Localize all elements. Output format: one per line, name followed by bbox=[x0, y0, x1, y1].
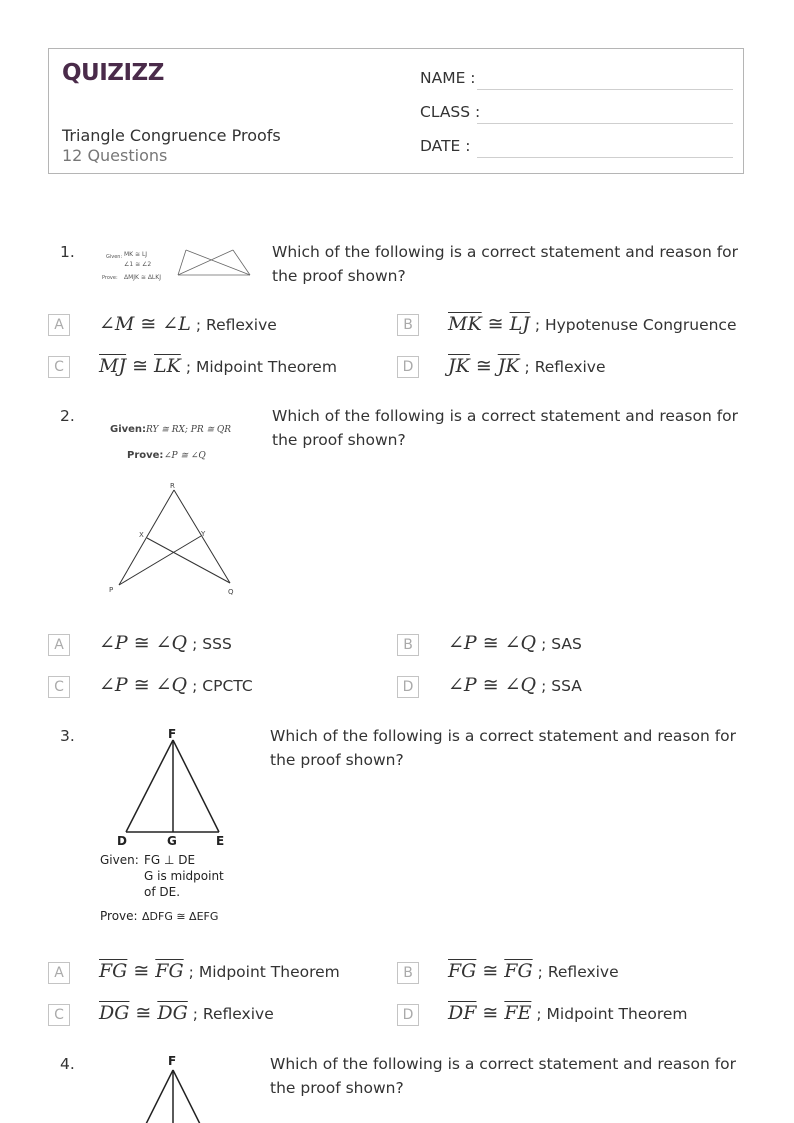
question-text: Which of the following is a correct statement and reason for the proof shown? bbox=[272, 407, 739, 449]
fig3-given-line2: G is midpoint bbox=[144, 869, 224, 883]
option-right-term: $\overline{LK}$ bbox=[154, 355, 181, 377]
option-left-term: $\overline{MK}$ bbox=[448, 313, 482, 335]
fig3-prove: ΔDFG ≅ ΔEFG bbox=[142, 910, 219, 923]
question-number: 2. bbox=[60, 407, 75, 425]
fig2-prove: ∠P ≅ ∠Q bbox=[164, 451, 206, 461]
question-2-figure bbox=[104, 415, 254, 600]
option-right-term: ∠Q bbox=[155, 674, 188, 696]
option-letter[interactable]: D bbox=[397, 356, 419, 378]
q3-option-a[interactable]: $\overline{FG}$ ≅ $\overline{FG}$ ; Midpoint Theorem bbox=[99, 960, 340, 982]
fig3-label-f: F bbox=[168, 727, 177, 741]
question-text: Which of the following is a correct statement and reason for the proof shown? bbox=[272, 243, 739, 285]
option-left-term: ∠M bbox=[99, 313, 135, 335]
option-left-term: ∠P bbox=[99, 674, 128, 696]
fig2-label-x: X bbox=[139, 531, 144, 539]
option-left-term: $\overline{FG}$ bbox=[448, 960, 477, 982]
option-letter[interactable]: A bbox=[48, 962, 70, 984]
question-text: Which of the following is a correct statement and reason for the proof shown? bbox=[270, 1055, 737, 1097]
fig4-label-f: F bbox=[168, 1054, 177, 1068]
question-number: 1. bbox=[60, 243, 75, 261]
fig3-label-d: D bbox=[117, 834, 127, 848]
fig3-given-line3: of DE. bbox=[144, 885, 181, 899]
fig1-diagram bbox=[178, 250, 250, 275]
option-reason: ; Reflexive bbox=[195, 316, 277, 334]
option-right-term: $\overline{FG}$ bbox=[155, 960, 184, 982]
option-letter[interactable]: B bbox=[397, 962, 419, 984]
fig1-given-label: Given: bbox=[106, 254, 123, 260]
fig3-prove-label: Prove: bbox=[100, 909, 138, 923]
question-count: 12 Questions bbox=[62, 146, 168, 165]
option-letter[interactable]: A bbox=[48, 314, 70, 336]
option-left-term: ∠P bbox=[99, 632, 128, 654]
option-letter[interactable]: A bbox=[48, 634, 70, 656]
option-left-term: $\overline{MJ}$ bbox=[99, 355, 127, 377]
option-letter[interactable]: C bbox=[48, 676, 70, 698]
q2-option-a[interactable]: ∠P ≅ ∠Q ; SSS bbox=[99, 632, 232, 654]
date-label: DATE : bbox=[420, 137, 471, 155]
q1-option-d[interactable]: $\overline{JK}$ ≅ $\overline{JK}$ ; Reflexive bbox=[448, 355, 606, 377]
q3-option-b[interactable]: $\overline{FG}$ ≅ $\overline{FG}$ ; Reflexive bbox=[448, 960, 619, 982]
q1-option-a[interactable]: ∠M ≅ ∠L ; Reflexive bbox=[99, 313, 277, 335]
option-letter[interactable]: B bbox=[397, 634, 419, 656]
option-letter[interactable]: C bbox=[48, 356, 70, 378]
fig1-prove: ΔMJK ≅ ΔLKJ bbox=[124, 274, 161, 281]
option-left-term: $\overline{DF}$ bbox=[448, 1002, 477, 1024]
q1-option-c[interactable]: $\overline{MJ}$ ≅ $\overline{LK}$ ; Midpoint Theorem bbox=[99, 355, 337, 377]
option-reason: ; Reflexive bbox=[524, 358, 606, 376]
option-reason: ; Reflexive bbox=[192, 1005, 274, 1023]
fig2-label-r: R bbox=[170, 482, 175, 490]
option-right-term: ∠Q bbox=[504, 674, 537, 696]
q3-option-c[interactable]: $\overline{DG}$ ≅ $\overline{DG}$ ; Reflexive bbox=[99, 1002, 274, 1024]
option-left-term: ∠P bbox=[448, 674, 477, 696]
option-letter[interactable]: D bbox=[397, 676, 419, 698]
option-reason: ; CPCTC bbox=[192, 677, 253, 695]
fig2-diagram bbox=[119, 490, 230, 585]
option-right-term: $\overline{DG}$ bbox=[157, 1002, 188, 1024]
fig2-label-q: Q bbox=[228, 588, 234, 596]
fig3-given-label: Given: bbox=[100, 853, 139, 867]
fig3-given-line1: FG ⊥ DE bbox=[144, 853, 196, 867]
question-text: Which of the following is a correct statement and reason for the proof shown? bbox=[270, 727, 737, 769]
option-reason: ; SSS bbox=[192, 635, 232, 653]
name-label: NAME : bbox=[420, 69, 476, 87]
option-right-term: ∠L bbox=[162, 313, 191, 335]
fig3-label-e: E bbox=[216, 834, 225, 848]
quizizz-logo: QUIZIZZ bbox=[62, 60, 164, 86]
fig1-given2: ∠1 ≅ ∠2 bbox=[124, 261, 152, 268]
question-3-figure bbox=[96, 724, 246, 929]
q2-option-c[interactable]: ∠P ≅ ∠Q ; CPCTC bbox=[99, 674, 253, 696]
option-left-term: $\overline{FG}$ bbox=[99, 960, 128, 982]
question-4-figure bbox=[120, 1052, 230, 1123]
question-number: 4. bbox=[60, 1055, 75, 1073]
fig2-label-y: Y bbox=[201, 530, 206, 538]
fig2-prove-label: Prove: bbox=[127, 450, 164, 461]
option-letter[interactable]: B bbox=[397, 314, 419, 336]
worksheet-header bbox=[48, 48, 744, 174]
class-field[interactable] bbox=[477, 123, 733, 124]
q1-option-b[interactable]: $\overline{MK}$ ≅ $\overline{LJ}$ ; Hypotenuse Congruence bbox=[448, 313, 737, 335]
q3-option-d[interactable]: $\overline{DF}$ ≅ $\overline{FE}$ ; Midpoint Theorem bbox=[448, 1002, 688, 1024]
fig1-prove-label: Prove: bbox=[102, 275, 118, 281]
option-reason: ; SAS bbox=[541, 635, 582, 653]
fig3-label-g: G bbox=[167, 834, 177, 848]
q2-option-b[interactable]: ∠P ≅ ∠Q ; SAS bbox=[448, 632, 582, 654]
fig4-diagram bbox=[142, 1070, 204, 1123]
option-right-term: ∠Q bbox=[155, 632, 188, 654]
option-left-term: $\overline{DG}$ bbox=[99, 1002, 130, 1024]
option-reason: ; Midpoint Theorem bbox=[536, 1005, 688, 1023]
question-number: 3. bbox=[60, 727, 75, 745]
fig1-given: MK ≅ LJ bbox=[124, 251, 148, 258]
option-right-term: $\overline{LJ}$ bbox=[509, 313, 530, 335]
fig2-label-p: P bbox=[109, 586, 114, 594]
option-letter[interactable]: C bbox=[48, 1004, 70, 1026]
fig2-given-label: Given: bbox=[110, 424, 147, 435]
class-label: CLASS : bbox=[420, 103, 481, 121]
q2-option-d[interactable]: ∠P ≅ ∠Q ; SSA bbox=[448, 674, 582, 696]
worksheet-title: Triangle Congruence Proofs bbox=[62, 126, 281, 145]
option-right-term: ∠Q bbox=[504, 632, 537, 654]
option-right-term: $\overline{FE}$ bbox=[504, 1002, 532, 1024]
option-reason: ; Reflexive bbox=[537, 963, 619, 981]
date-field[interactable] bbox=[477, 157, 733, 158]
fig3-diagram bbox=[126, 740, 219, 832]
option-reason: ; Midpoint Theorem bbox=[185, 358, 337, 376]
option-reason: ; Hypotenuse Congruence bbox=[534, 316, 737, 334]
option-left-term: $\overline{JK}$ bbox=[448, 355, 470, 377]
option-reason: ; Midpoint Theorem bbox=[188, 963, 340, 981]
option-right-term: $\overline{FG}$ bbox=[504, 960, 533, 982]
option-reason: ; SSA bbox=[541, 677, 582, 695]
name-field[interactable] bbox=[477, 89, 733, 90]
fig2-given: RY ≅ RX; PR ≅ QR bbox=[146, 425, 232, 435]
option-left-term: ∠P bbox=[448, 632, 477, 654]
question-1-figure bbox=[100, 242, 260, 282]
option-letter[interactable]: D bbox=[397, 1004, 419, 1026]
option-right-term: $\overline{JK}$ bbox=[497, 355, 520, 377]
